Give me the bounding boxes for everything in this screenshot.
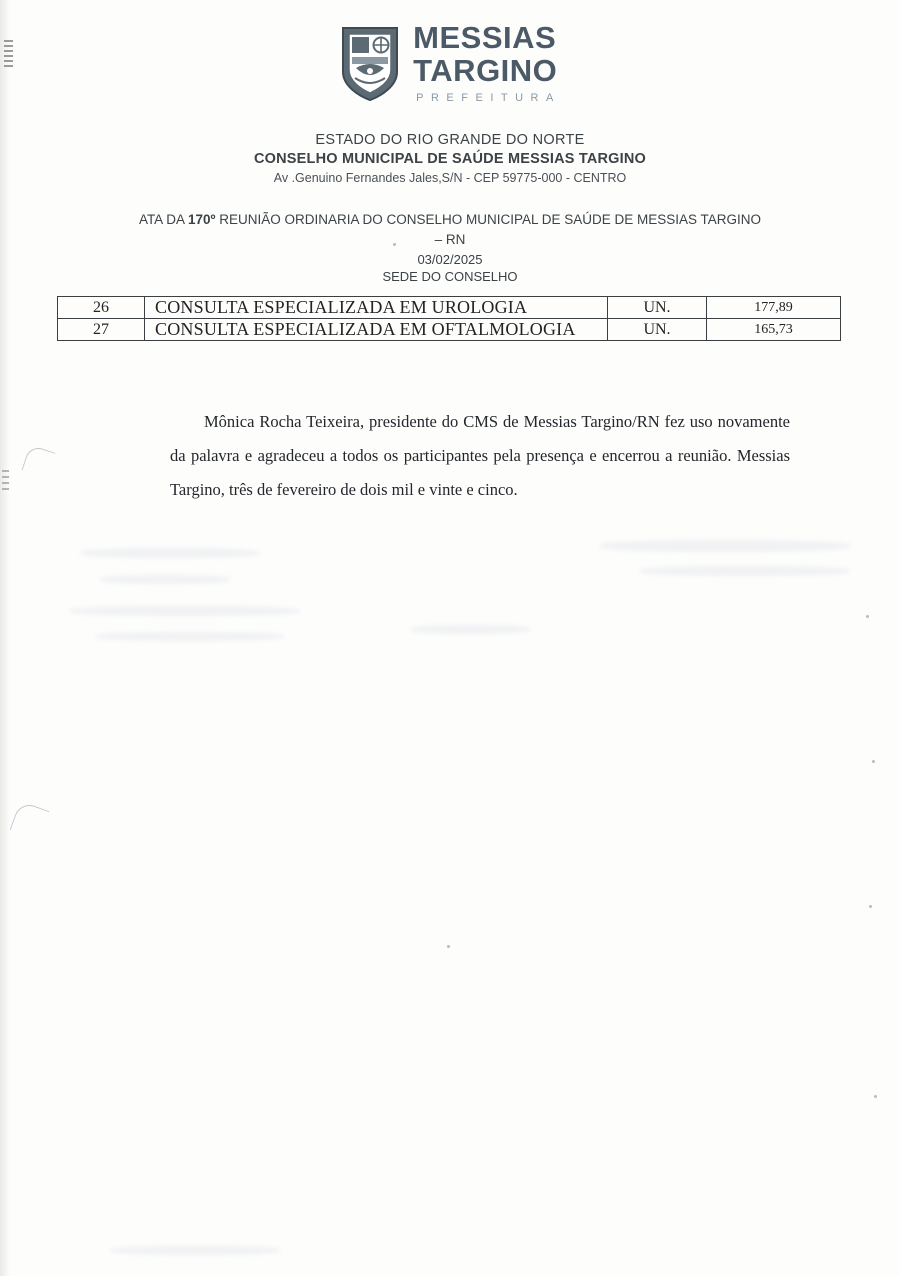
brand-wordmark (413, 22, 561, 104)
ata-title-block (0, 210, 900, 284)
row-item-number: 27 (58, 319, 145, 341)
scan-smudge (95, 632, 285, 641)
scan-smudge (410, 625, 530, 634)
brand-subtitle: PREFEITURA (416, 92, 561, 104)
brand-line-2: TARGINO (413, 53, 558, 88)
scan-edge-artifact (0, 0, 10, 1276)
row-value: 165,73 (707, 319, 841, 341)
closing-paragraph: Mônica Rocha Teixeira, presidente do CMS de Messias Targino/RN fez uso novamente da palavra e agradeceu a todos os participantes pela presença e encerrou a reunião. Messias Targino, três de fevereiro de dois mil e vinte e cinco. (170, 412, 790, 499)
coat-of-arms-icon (339, 24, 401, 102)
letterhead (0, 22, 900, 104)
address-line: Av .Genuino Fernandes Jales,S/N - CEP 59775-000 - CENTRO (273, 171, 627, 185)
row-unit: UN. (608, 297, 707, 319)
scan-mark-artifact-middle (2, 470, 9, 490)
ata-title-number: 170º (187, 212, 216, 227)
ata-title-suffix: REUNIÃO ORDINARIA DO CONSELHO MUNICIPAL DE SAÚDE DE MESSIAS TARGINO – RN (215, 212, 762, 247)
row-unit: UN. (608, 319, 707, 341)
row-item-number: 26 (58, 297, 145, 319)
brand-line-1: MESSIAS (413, 20, 557, 55)
ata-place: SEDE DO CONSELHO (382, 269, 518, 285)
scan-smudge (110, 1246, 280, 1255)
scan-smudge (80, 548, 260, 558)
table-row (58, 297, 841, 319)
services-price-table (57, 296, 841, 341)
scan-speck (869, 905, 872, 908)
ata-title (0, 210, 900, 249)
scan-smudge (100, 575, 230, 584)
scan-speck (866, 615, 869, 618)
scan-arc-artifact-upper (21, 444, 55, 478)
scan-speck (872, 760, 875, 763)
row-value: 177,89 (707, 297, 841, 319)
scan-smudge (640, 566, 850, 576)
scan-smudge (600, 540, 850, 552)
ata-title-prefix: ATA DA (138, 212, 188, 227)
row-description: CONSULTA ESPECIALIZADA EM OFTALMOLOGIA (145, 319, 608, 341)
table-body (58, 297, 841, 341)
scan-speck (874, 1095, 877, 1098)
scan-arc-artifact-lower (10, 801, 50, 841)
ata-date: 03/02/2025 (417, 252, 483, 268)
row-description: CONSULTA ESPECIALIZADA EM UROLOGIA (145, 297, 608, 319)
state-line: ESTADO DO RIO GRANDE DO NORTE (315, 132, 585, 148)
table-row (58, 319, 841, 341)
council-line: CONSELHO MUNICIPAL DE SAÚDE MESSIAS TARGINO (253, 151, 647, 167)
scan-smudge (70, 606, 300, 616)
scan-speck (447, 945, 450, 948)
organization-header (0, 132, 900, 185)
